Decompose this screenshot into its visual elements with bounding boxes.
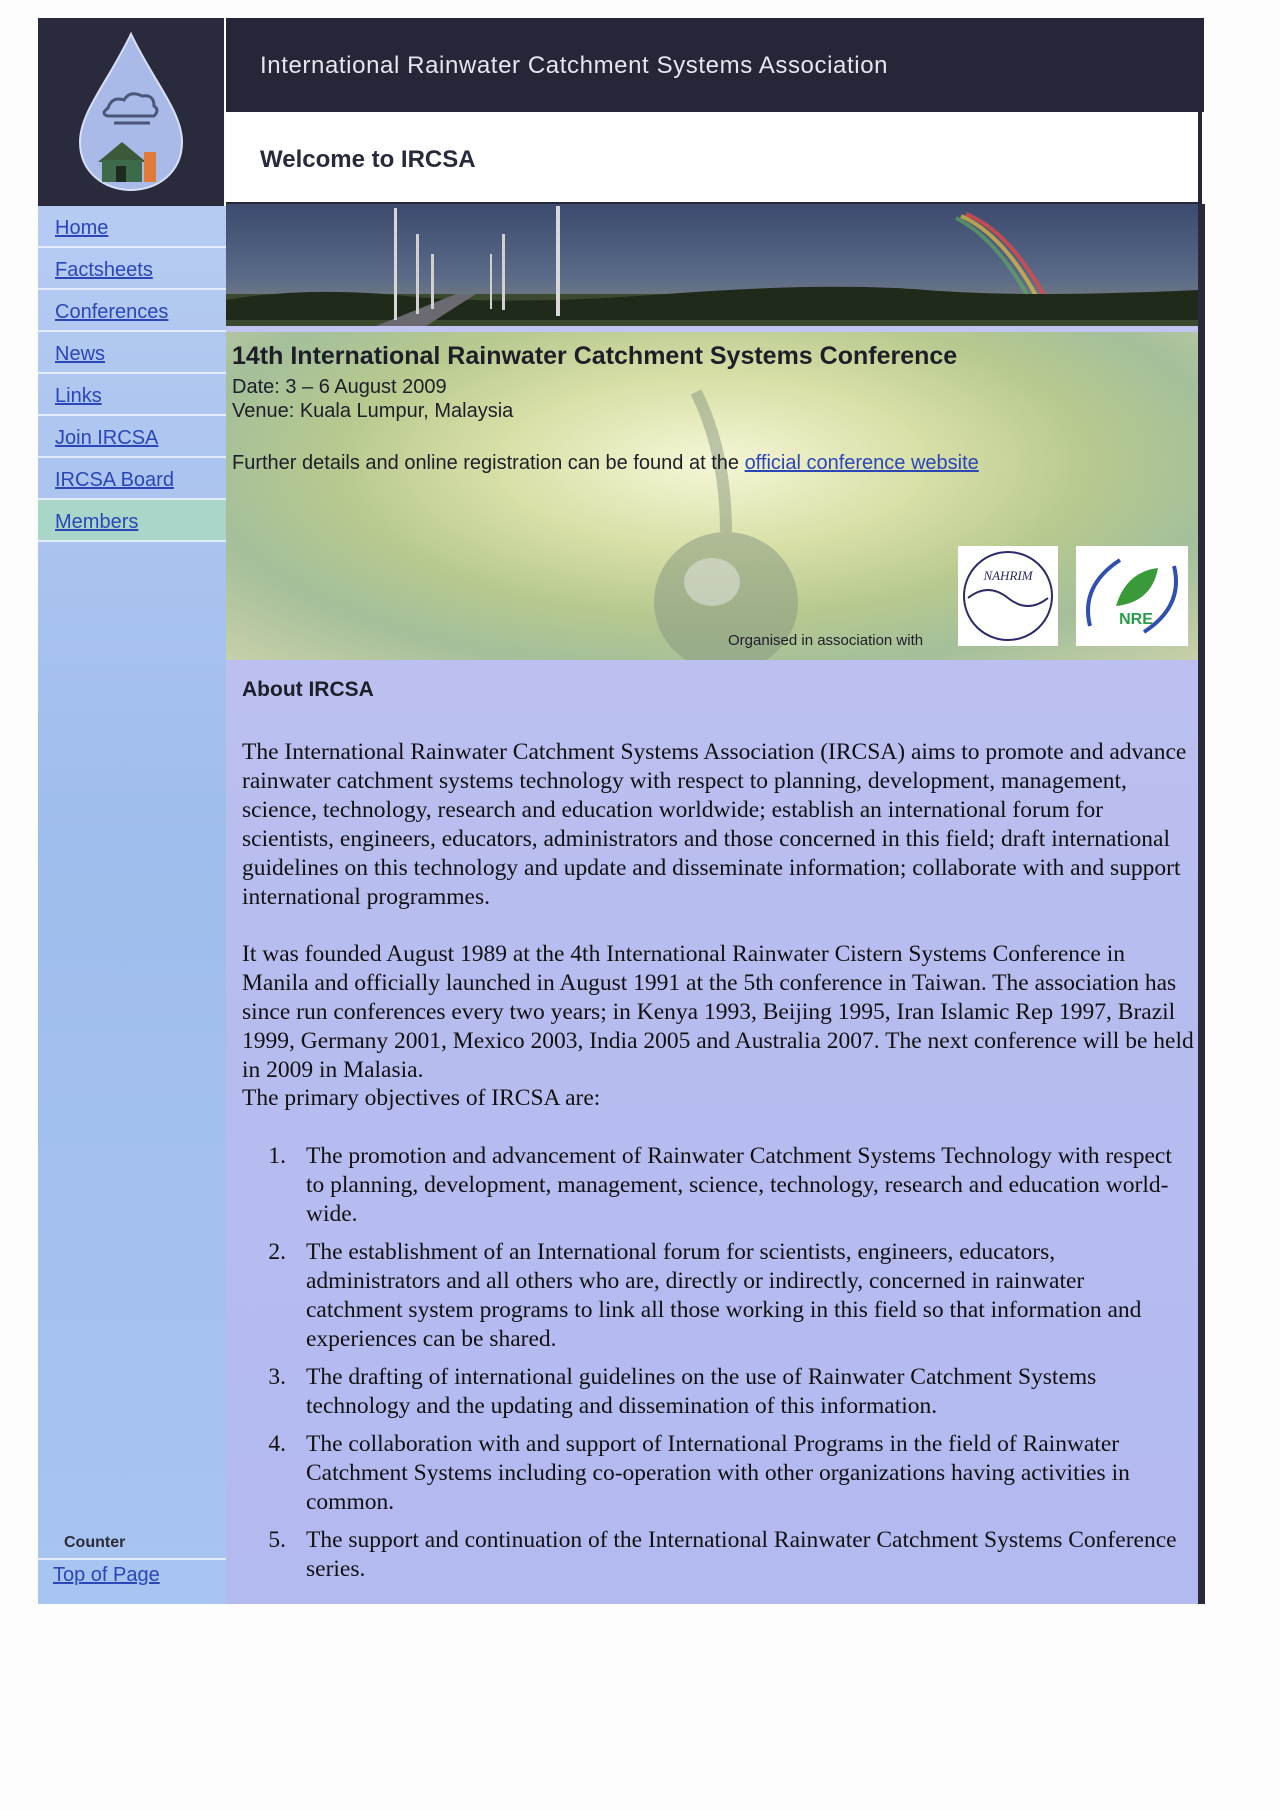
- about-paragraph-1: The International Rainwater Catchment Systems Association (IRCSA) aims to promote and advance rainwater catchment systems technology with respect to planning, development, management, science, technology, research and education worldwide; establish an international forum for scientists, engineers, educators, administrators and those concerned in this field; draft international guidelines on this technology and update and disseminate information; collaborate with and support international programmes.: [242, 739, 1187, 910]
- list-item-number: 2.: [268, 1239, 286, 1265]
- list-item-text: The establishment of an International forum for scientists, engineers, educators, administrators and all others who are, directly or indirectly, concerned in rainwater catchment system programs to link all those working in this field so that information and experiences can be shared.: [306, 1239, 1142, 1352]
- sidebar-item-links[interactable]: Links: [38, 374, 226, 416]
- rainbow-banner-image: [226, 204, 1198, 326]
- counter-label: Counter: [64, 1534, 126, 1551]
- nre-logo: [1076, 546, 1188, 646]
- list-item-text: The support and continuation of the International Rainwater Catchment Systems Conference series.: [306, 1527, 1177, 1582]
- list-item-number: 5.: [268, 1527, 286, 1553]
- nahrim-logo-text: NAHRIM: [983, 568, 1033, 583]
- list-item: [254, 1526, 1184, 1584]
- list-item: [254, 1142, 1184, 1229]
- welcome-bar: [226, 112, 1202, 205]
- organised-label: Organised in association with: [728, 632, 924, 649]
- sidebar-nav: [38, 206, 226, 1604]
- site-header: [226, 18, 1204, 112]
- top-of-page-link[interactable]: Top of Page: [53, 1564, 160, 1586]
- list-item-number: 1.: [268, 1143, 286, 1169]
- sidebar-item-conferences[interactable]: Conferences: [38, 290, 226, 332]
- sidebar-divider: [38, 1558, 226, 1560]
- page-frame: [38, 18, 1204, 1604]
- sidebar-item-home[interactable]: Home: [38, 206, 226, 248]
- nahrim-logo: [958, 546, 1058, 646]
- list-item-text: The collaboration with and support of International Programs in the field of Rainwater Catchment Systems including co-operation with other organizations having activities in common.: [306, 1431, 1130, 1515]
- conference-details-text: Further details and online registration can be found at the: [232, 452, 745, 474]
- site-title: International Rainwater Catchment Systems Association: [260, 52, 889, 79]
- conference-venue: Venue: Kuala Lumpur, Malaysia: [232, 400, 514, 422]
- main-content: [226, 204, 1205, 1604]
- sidebar-item-members[interactable]: Members: [38, 500, 226, 542]
- sidebar-item-factsheets[interactable]: Factsheets: [38, 248, 226, 290]
- conference-panel: [226, 332, 1198, 660]
- logo[interactable]: [38, 18, 224, 206]
- list-item: [254, 1430, 1184, 1517]
- list-item-text: The promotion and advancement of Rainwater Catchment Systems Technology with respect to planning, development, management, science, technology, research and education world-wide.: [306, 1143, 1172, 1227]
- conference-details: [232, 452, 979, 475]
- sidebar-item-news[interactable]: News: [38, 332, 226, 374]
- sidebar-item-join-ircsa[interactable]: Join IRCSA: [38, 416, 226, 458]
- conference-title: 14th International Rainwater Catchment Systems Conference: [232, 342, 958, 370]
- about-heading: About IRCSA: [242, 678, 374, 701]
- list-item-text: The drafting of international guidelines on the use of Rainwater Catchment Systems technology and the updating and dissemination of this information.: [306, 1364, 1097, 1419]
- nre-logo-text: NRE: [1119, 611, 1153, 628]
- about-paragraph-2: It was founded August 1989 at the 4th International Rainwater Cistern Systems Conference in Manila and officially launched in August 1991 at the 5th conference in Taiwan. The association has since run conferences every two years; in Kenya 1993, Beijing 1995, Iran Islamic Rep 1997, Brazil 1999, Germany 2001, Mexico 2003, India 2005 and Australia 2007. The next conference will be held in 2009 in Malasia.: [242, 941, 1194, 1083]
- sidebar-item-ircsa-board[interactable]: IRCSA Board: [38, 458, 226, 500]
- raindrop-house-logo-icon: [68, 30, 194, 194]
- list-item-number: 3.: [268, 1364, 286, 1390]
- objectives-list: [254, 1142, 1184, 1593]
- list-item: [254, 1238, 1184, 1354]
- objectives-intro: The primary objectives of IRCSA are:: [242, 1085, 601, 1111]
- page-title: Welcome to IRCSA: [260, 146, 476, 173]
- conference-date: Date: 3 – 6 August 2009: [232, 376, 447, 398]
- list-item: [254, 1363, 1184, 1421]
- official-conference-website-link[interactable]: official conference website: [744, 452, 979, 474]
- list-item-number: 4.: [268, 1431, 286, 1457]
